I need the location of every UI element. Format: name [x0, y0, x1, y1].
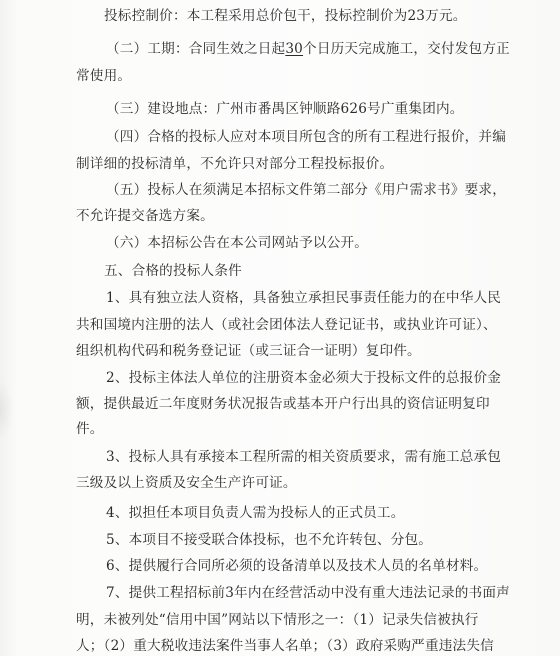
qualified-bidder-line-2: 制详细的投标清单，不允许只对部分工程投标报价。	[76, 156, 394, 172]
construction-period-text: （二）工期：合同生效之日起	[106, 41, 286, 57]
construction-period-text-cont: 个日历天完成施工，交付发包方正	[303, 41, 510, 57]
condition-1-line-2: 共和国境内注册的法人（或社会团体法人登记证书，或执业许可证）、	[76, 317, 497, 333]
condition-7-line-2: 明，未被列处“信用中国”网站以下情形之一：（1）记录失信被执行	[76, 612, 479, 628]
user-requirement-line-2: 不允许提交备选方案。	[76, 208, 214, 224]
condition-7-line-3: 人；（2）重大税收违法案件当事人名单；（3）政府采购严重违法失信	[76, 638, 494, 654]
user-requirement-line-1: （五）投标人在须满足本招标文件第二部分《用户需求书》要求，	[106, 182, 507, 198]
announcement-public-line: （六）本招标公告在本公司网站予以公开。	[106, 235, 369, 251]
condition-1-line-1: 1、具有独立法人资格，具备独立承担民事责任能力的在中华人民	[106, 290, 502, 306]
section-heading-qualifications: 五、合格的投标人条件	[104, 263, 242, 279]
condition-2-line-2: 额，提供最近二年度财务状况报告或基本开户行出具的资信证明复印	[76, 396, 490, 412]
construction-days-value: 30	[285, 41, 304, 57]
condition-1-line-3: 组织机构代码和税务登记证（或三证合一证明）复印件。	[76, 343, 421, 359]
condition-7-line-1: 7、提供工程招标前3年内在经营活动中没有重大违法记录的书面声	[106, 585, 510, 601]
condition-3-line-1: 3、投标人具有承接本工程所需的相关资质要求，需有施工总承包	[106, 449, 502, 465]
condition-5-line: 5、本项目不接受联合体投标，也不允许转包、分包。	[106, 532, 433, 548]
qualified-bidder-line-1: （四）合格的投标人应对本项目所包含的所有工程进行报价，并编	[106, 129, 507, 145]
condition-2-line-1: 2、投标主体法人单位的注册资本金必须大于投标文件的总报价金	[106, 370, 502, 386]
construction-period-line-end: 常使用。	[76, 68, 132, 84]
construction-period-line	[106, 40, 510, 58]
page-shadow	[0, 380, 14, 440]
condition-6-line: 6、提供履行合同所必须的设备清单以及技术人员的名单材料。	[106, 558, 488, 574]
bid-control-price-line: 投标控制价：本工程采用总价包干，投标控制价为23万元。	[104, 8, 467, 24]
condition-4-line: 4、拟担任本项目负责人需为投标人的正式员工。	[106, 505, 405, 521]
condition-2-line-3: 件。	[76, 421, 104, 437]
construction-site-line: （三）建设地点：广州市番禺区钟顺路626号广重集团内。	[106, 101, 464, 117]
condition-3-line-2: 三级及以上资质及安全生产许可证。	[76, 475, 297, 491]
